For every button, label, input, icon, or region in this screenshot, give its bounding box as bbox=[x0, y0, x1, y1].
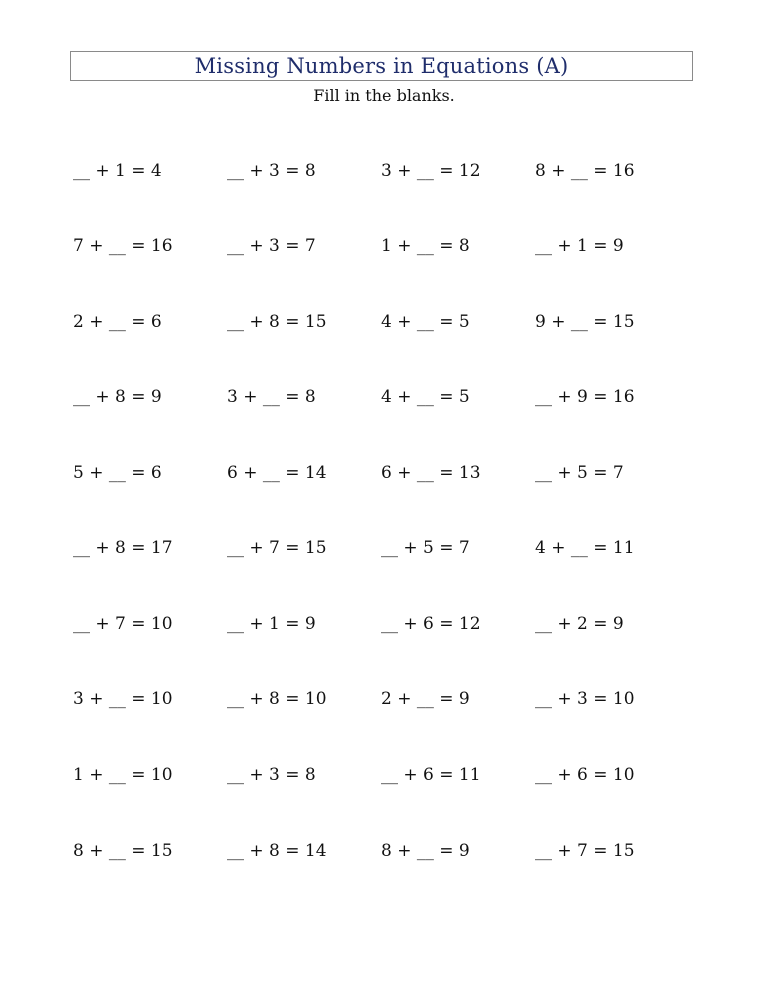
instructions: Fill in the blanks. bbox=[313, 86, 455, 105]
equation: 7 + __ = 16 bbox=[73, 236, 173, 256]
equation: 8 + __ = 16 bbox=[535, 161, 635, 181]
equation: __ + 3 = 10 bbox=[535, 689, 635, 709]
equation: __ + 7 = 15 bbox=[535, 841, 635, 861]
equation: __ + 7 = 10 bbox=[73, 614, 173, 634]
equation: 4 + __ = 5 bbox=[381, 312, 470, 332]
equation: 6 + __ = 13 bbox=[381, 463, 481, 483]
equation: __ + 5 = 7 bbox=[381, 538, 470, 558]
equation: __ + 2 = 9 bbox=[535, 614, 624, 634]
equation: 5 + __ = 6 bbox=[73, 463, 162, 483]
equation: __ + 9 = 16 bbox=[535, 387, 635, 407]
equation: __ + 3 = 8 bbox=[227, 765, 316, 785]
equation: __ + 8 = 10 bbox=[227, 689, 327, 709]
equation: __ + 1 = 9 bbox=[227, 614, 316, 634]
equation: 4 + __ = 11 bbox=[535, 538, 635, 558]
equation: 8 + __ = 15 bbox=[73, 841, 173, 861]
equation: __ + 1 = 9 bbox=[535, 236, 624, 256]
page-title: Missing Numbers in Equations (A) bbox=[194, 54, 569, 78]
equation: 3 + __ = 10 bbox=[73, 689, 173, 709]
equation: 6 + __ = 14 bbox=[227, 463, 327, 483]
equation: __ + 3 = 7 bbox=[227, 236, 316, 256]
equation: 8 + __ = 9 bbox=[381, 841, 470, 861]
equation: 3 + __ = 12 bbox=[381, 161, 481, 181]
equation: __ + 7 = 15 bbox=[227, 538, 327, 558]
equation: 1 + __ = 8 bbox=[381, 236, 470, 256]
equation: 4 + __ = 5 bbox=[381, 387, 470, 407]
equation: __ + 1 = 4 bbox=[73, 161, 162, 181]
equation: __ + 8 = 14 bbox=[227, 841, 327, 861]
equation: 1 + __ = 10 bbox=[73, 765, 173, 785]
equation: 3 + __ = 8 bbox=[227, 387, 316, 407]
equation: 2 + __ = 9 bbox=[381, 689, 470, 709]
equation: __ + 3 = 8 bbox=[227, 161, 316, 181]
equation: __ + 8 = 9 bbox=[73, 387, 162, 407]
equation: __ + 8 = 15 bbox=[227, 312, 327, 332]
equation: 2 + __ = 6 bbox=[73, 312, 162, 332]
equation: __ + 6 = 11 bbox=[381, 765, 481, 785]
equation: __ + 5 = 7 bbox=[535, 463, 624, 483]
equation: __ + 8 = 17 bbox=[73, 538, 173, 558]
equation: __ + 6 = 12 bbox=[381, 614, 481, 634]
equation: __ + 6 = 10 bbox=[535, 765, 635, 785]
equation: 9 + __ = 15 bbox=[535, 312, 635, 332]
